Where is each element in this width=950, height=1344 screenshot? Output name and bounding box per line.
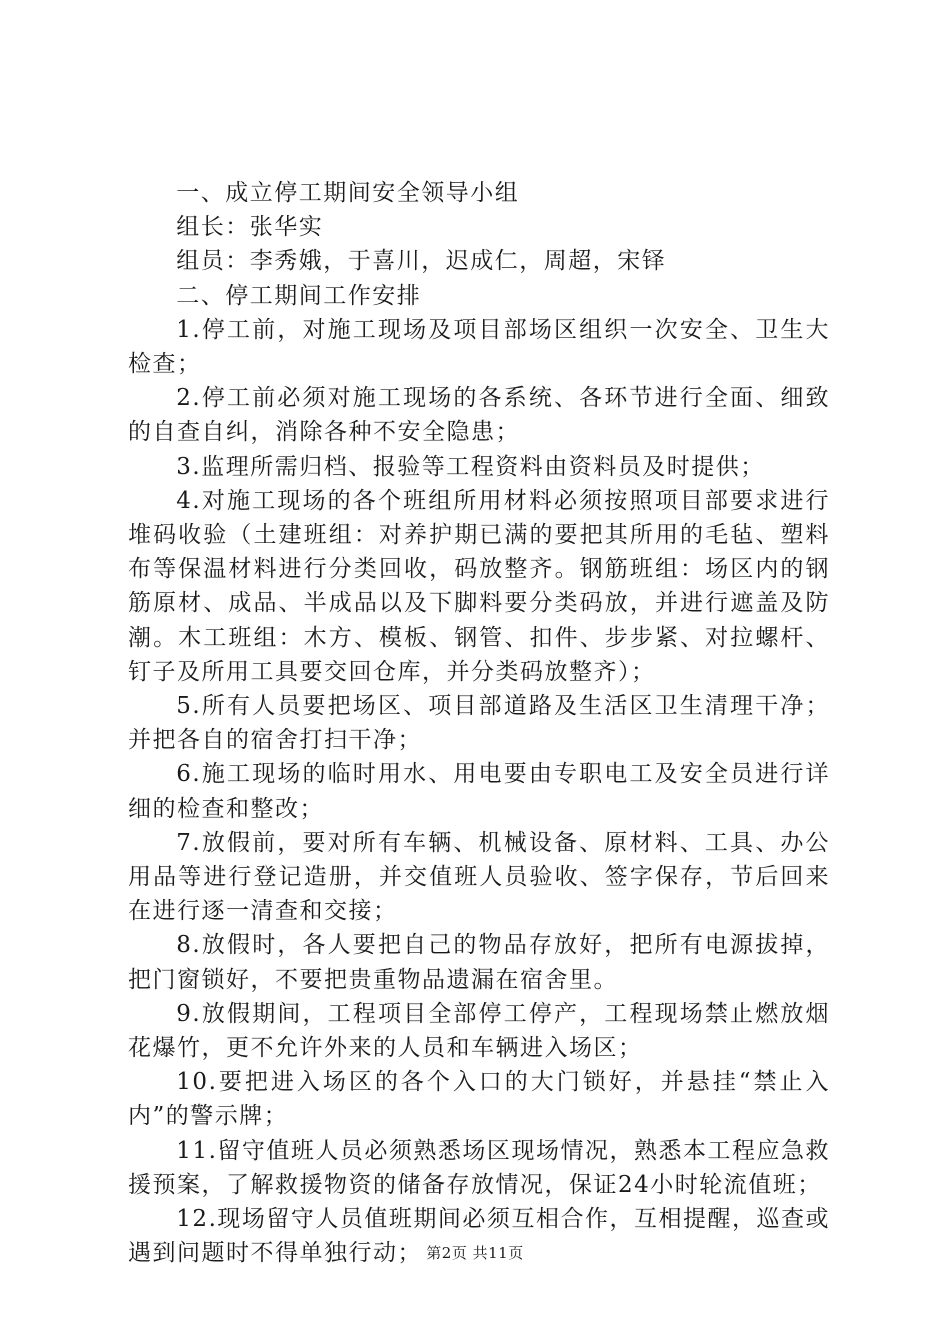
section-heading-1: 一、成立停工期间安全领导小组 <box>176 180 520 206</box>
list-item: 10.要把进入场区的各个入口的大门锁好，并悬挂“禁止入内”的警示牌； <box>128 1069 830 1130</box>
section-heading-2: 二、停工期间工作安排 <box>176 282 422 309</box>
document-body <box>128 176 830 1271</box>
list-item: 8.放假时，各人要把自己的物品存放好，把所有电源拔掉，把门窗锁好，不要把贵重物品遗漏在宿舍里。 <box>128 932 830 993</box>
list-item: 4.对施工现场的各个班组所用材料必须按照项目部要求进行堆码收验（土建班组：对养护期已满的要把其所用的毛毡、塑料布等保温材料进行分类回收，码放整齐。钢筋班组：场区内的钢筋原材、成品、半成品以及下脚料要分类码放，并进行遮盖及防潮。木工班组：木方、模板、钢管、扣件、步步紧、对拉螺杆、钉子及所用工具要交回仓库，并分类码放整齐）； <box>128 487 830 685</box>
list-item: 1.停工前，对施工现场及项目部场区组织一次安全、卫生大检查； <box>128 316 830 378</box>
list-item: 3.监理所需归档、报验等工程资料由资料员及时提供； <box>176 453 765 480</box>
list-item: 6.施工现场的临时用水、用电要由专职电工及安全员进行详细的检查和整改； <box>128 761 830 822</box>
list-item: 7.放假前，要对所有车辆、机械设备、原材料、工具、办公用品等进行登记造册，并交值班人员验收、签字保存，节后回来在进行逐一清查和交接； <box>128 829 830 925</box>
list-item: 12.现场留守人员值班期间必须互相合作，互相提醒，巡查或遇到问题时不得单独行动； <box>128 1206 830 1267</box>
list-item: 2.停工前必须对施工现场的各系统、各环节进行全面、细致的自查自纠，消除各种不安全隐患； <box>128 385 830 446</box>
list-item: 9.放假期间，工程项目全部停工停产，工程现场禁止燃放烟花爆竹，更不允许外来的人员和车辆进入场区； <box>128 1000 830 1062</box>
members-line: 组员：李秀娥，于喜川，迟成仁，周超，宋铎 <box>176 248 667 275</box>
page-number-footer: 第2页 共11页 <box>426 1244 524 1262</box>
list-item: 5.所有人员要把场区、项目部道路及生活区卫生清理干净；并把各自的宿舍打扫干净； <box>128 693 830 754</box>
list-item: 11.留守值班人员必须熟悉场区现场情况，熟悉本工程应急救援预案，了解救援物资的储备存放情况，保证24小时轮流值班； <box>128 1137 830 1198</box>
leader-line: 组长：张华实 <box>176 214 324 241</box>
